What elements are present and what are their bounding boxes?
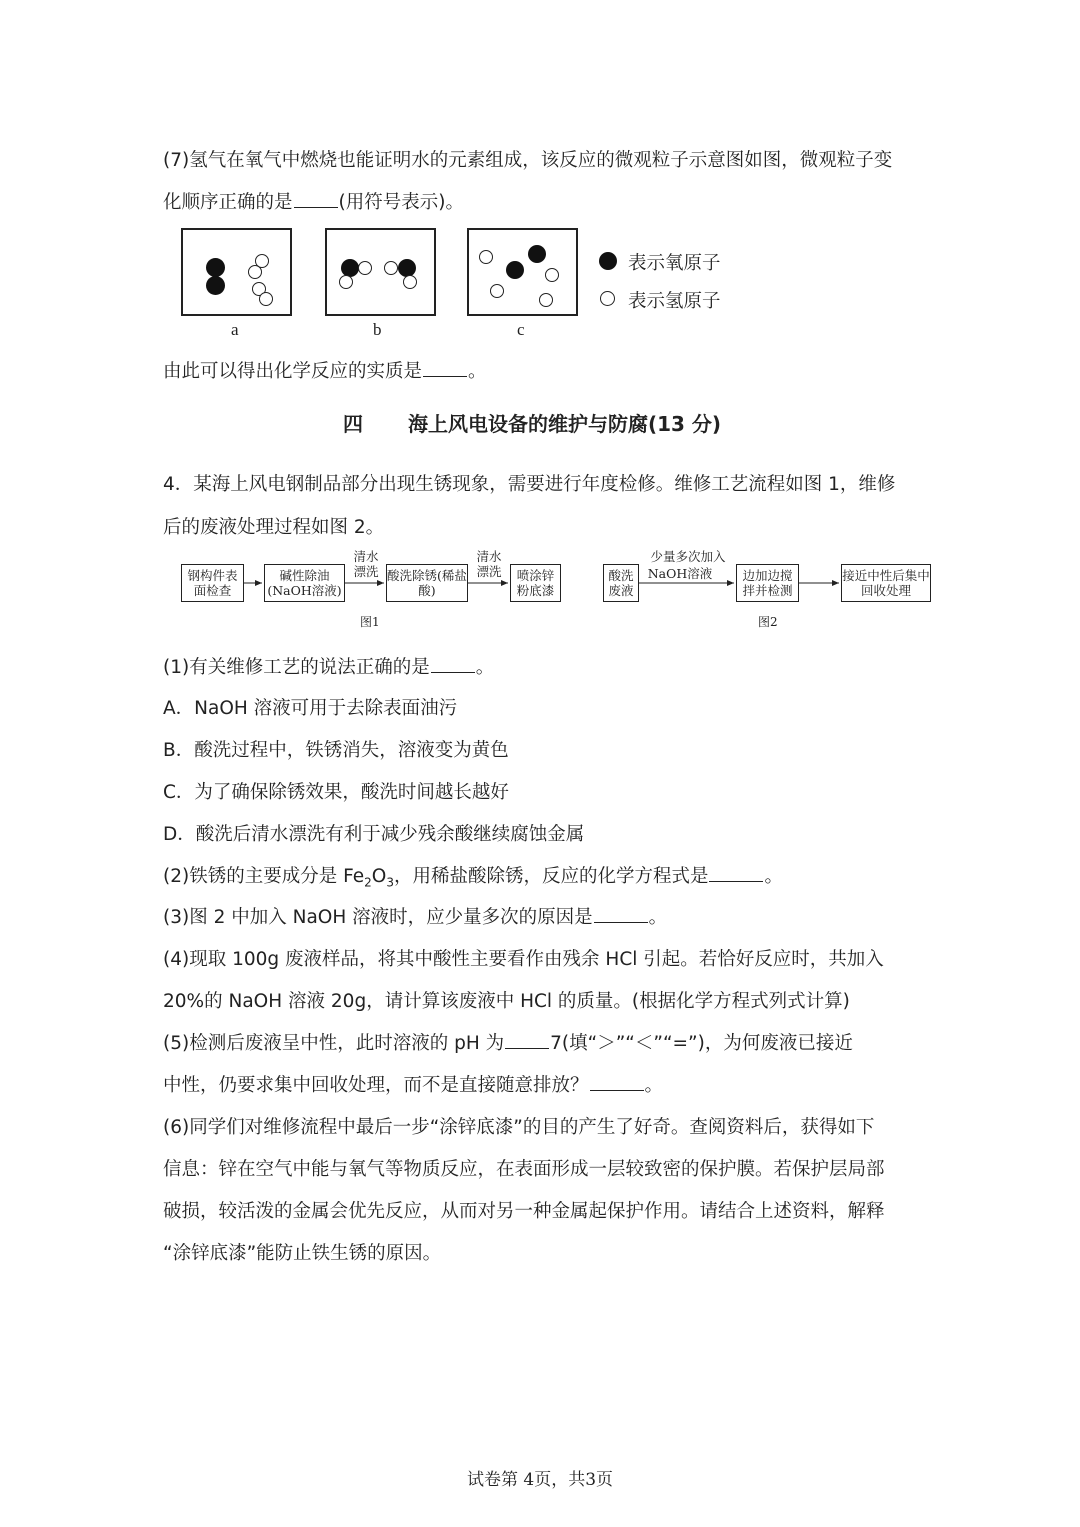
fig2-naoh-label: NaOH溶液: [647, 566, 713, 581]
q4-part-1-text: (1)有关维修工艺的说法正确的是: [163, 657, 430, 678]
subscript: 2: [364, 875, 372, 890]
answer-blank: [505, 1030, 549, 1049]
fig2-step-waste: 酸洗废液: [603, 564, 639, 602]
q4-part-2: [163, 862, 783, 890]
q7-line-1: (7)氢气在氧气中燃烧也能证明水的元素组成，该反应的微观粒子示意图如图，微观粒子变: [163, 150, 893, 171]
q4-option-b: B．酸洗过程中，铁锈消失，溶液变为黄色: [163, 740, 509, 761]
box-a-label: a: [231, 320, 239, 339]
fig1-rinse-label-1: 清水漂洗: [353, 549, 379, 579]
answer-blank: [594, 904, 648, 923]
q7-line-2-text: 化顺序正确的是: [163, 192, 293, 213]
fig2-add-label: 少量多次加入: [650, 549, 726, 564]
legend-oxygen-label: 表示氧原子: [628, 253, 721, 274]
q4-part-6-line-3: 破损，较活泼的金属会优先反应，从而对另一种金属起保护作用。请结合上述资料，解释: [163, 1201, 885, 1222]
q4-part-1-end: 。: [475, 657, 495, 678]
q4-part-2-end: 。: [764, 866, 783, 887]
flow-arrows: [0, 0, 1080, 640]
fig2-step-stir: 边加边搅拌并检测: [736, 564, 799, 602]
answer-blank: [431, 654, 475, 673]
q4-part-2-text: (2)铁锈的主要成分是 Fe: [163, 866, 365, 887]
q4-part-4-line-2: 20%的 NaOH 溶液 20g，请计算该废液中 HCl 的质量。(根据化学方程式列式计算): [163, 991, 850, 1012]
fig1-step-degrease: 碱性除油(NaOH溶液): [264, 564, 345, 602]
answer-blank: [709, 863, 763, 882]
q4-option-c: C．为了确保除锈效果，酸洗时间越长越好: [163, 782, 509, 803]
q4-part-3-text: (3)图 2 中加入 NaOH 溶液时，应少量多次的原因是: [163, 907, 593, 928]
fig2-step-collect: 接近中性后集中回收处理: [841, 564, 931, 602]
fig2-caption: 图2: [758, 615, 778, 629]
q4-intro-line-2: 后的废液处理过程如图 2。: [163, 517, 385, 538]
q4-part-5-question: 中性，仍要求集中回收处理，而不是直接随意排放？: [163, 1075, 589, 1096]
q7-essence-text: 由此可以得出化学反应的实质是: [163, 361, 423, 382]
q4-option-d: D．酸洗后清水漂洗有利于减少残余酸继续腐蚀金属: [163, 824, 585, 845]
q4-part-6-line-2: 信息：锌在空气中能与氧气等物质反应，在表面形成一层较致密的保护膜。若保护层局部: [163, 1159, 885, 1180]
q7-line-2-tail: (用符号表示)。: [338, 192, 464, 213]
legend-hydrogen-label: 表示氢原子: [628, 291, 721, 312]
fig1-caption: 图1: [360, 615, 380, 629]
page-footer: 试卷第 4页，共3页: [466, 1470, 614, 1490]
q4-part-3: [163, 903, 667, 929]
q4-part-5-line-1: [163, 1029, 853, 1055]
q7-essence-end: 。: [468, 361, 487, 382]
q4-part-3-end: 。: [648, 907, 668, 928]
fig1-rinse-label-2: 清水漂洗: [476, 549, 502, 579]
box-c-label: c: [517, 320, 525, 339]
fig1-step-pickling: 酸洗除锈(稀盐酸): [386, 564, 468, 602]
q4-part-1: [163, 653, 494, 679]
q4-part-5-rest: 7(填“＞”“＜”“=”)，为何废液已接近: [550, 1033, 853, 1054]
q4-intro-line-1: 4．某海上风电钢制品部分出现生锈现象，需要进行年度检修。维修工艺流程如图 1，维修: [163, 474, 896, 495]
q4-part-4-line-1: (4)现取 100g 废液样品，将其中酸性主要看作由残余 HCl 引起。若恰好反应时，共加入: [163, 949, 884, 970]
q4-part-6-line-4: “涂锌底漆”能防止铁生锈的原因。: [163, 1243, 442, 1264]
q4-part-2-rest: ，用稀盐酸除锈，反应的化学方程式是: [393, 866, 709, 887]
q4-part-2-o: O: [371, 866, 387, 887]
q4-option-a: A．NaOH 溶液可用于去除表面油污: [163, 698, 458, 719]
box-b-label: b: [373, 320, 382, 339]
fig1-step-zinc-primer: 喷涂锌粉底漆: [510, 564, 561, 602]
q4-part-5-end: 。: [644, 1075, 664, 1096]
section-title: 海上风电设备的维护与防腐(13 分): [408, 412, 722, 436]
q4-part-5-line-2: [163, 1071, 663, 1097]
answer-blank: [590, 1072, 644, 1091]
section-number: 四: [343, 412, 363, 436]
fig1-step-inspect: 钢构件表面检查: [181, 564, 244, 602]
subscript: 3: [386, 875, 394, 890]
q4-part-6-line-1: (6)同学们对维修流程中最后一步“涂锌底漆”的目的产生了好奇。查阅资料后，获得如下: [163, 1117, 875, 1138]
q4-part-5-text: (5)检测后废液呈中性，此时溶液的 pH 为: [163, 1033, 505, 1054]
